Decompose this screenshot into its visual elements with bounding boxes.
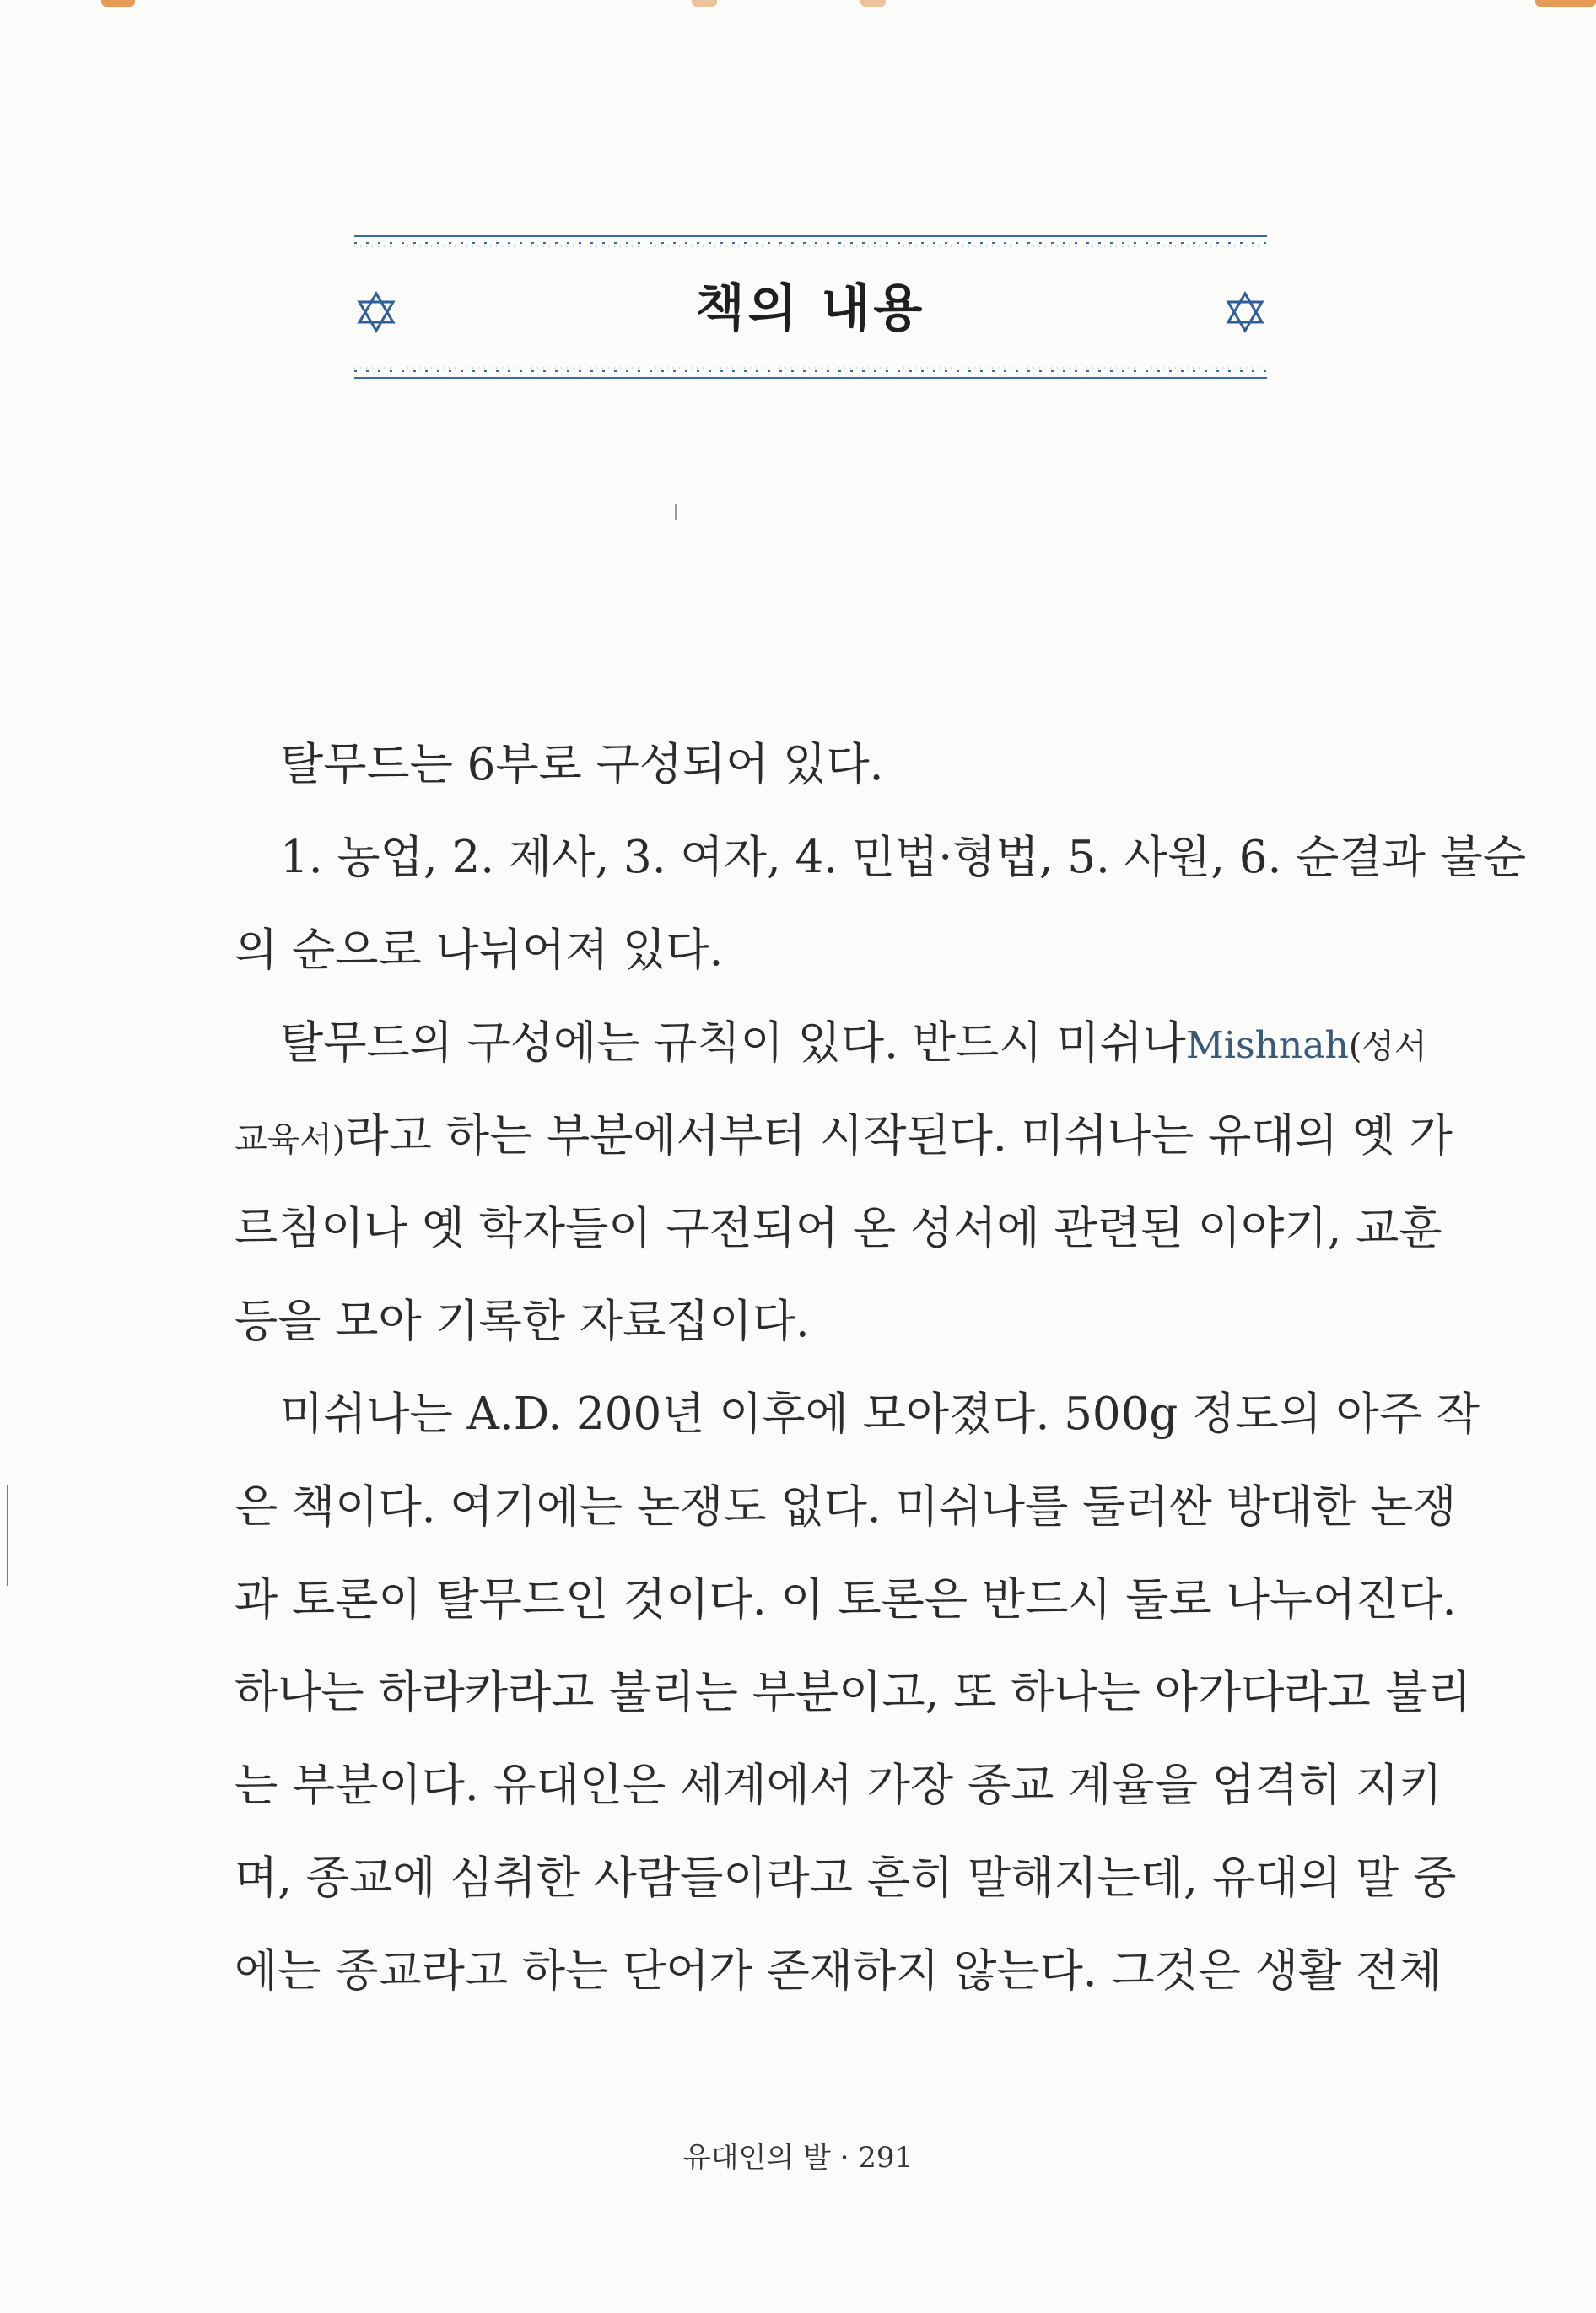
text-line: 과 토론이 탈무드인 것이다. 이 토론은 반드시 둘로 나누어진다. bbox=[235, 1574, 1457, 1626]
text-line: 에는 종교라고 하는 단어가 존재하지 않는다. 그것은 생활 전체 bbox=[235, 1945, 1442, 1997]
text-line bbox=[235, 997, 1427, 1090]
text-line: 등을 모아 기록한 자료집이다. bbox=[235, 1296, 810, 1347]
text-line: 하나는 하라카라고 불리는 부분이고, 또 하나는 아가다라고 불리 bbox=[235, 1667, 1471, 1718]
scan-artifact bbox=[7, 1485, 8, 1586]
text-line: 탈무드는 6부로 구성되어 있다. bbox=[280, 739, 884, 790]
body-text bbox=[235, 719, 1527, 2018]
text-segment: (성서 bbox=[1348, 1027, 1427, 1066]
chapter-title: 책의 내용 bbox=[695, 279, 926, 338]
text-line: 은 책이다. 여기에는 논쟁도 없다. 미쉬나를 둘러싼 방대한 논쟁 bbox=[235, 1481, 1457, 1533]
text-line: 는 부분이다. 유대인은 세계에서 가장 종교 계율을 엄격히 지키 bbox=[235, 1760, 1442, 1811]
text-line: 의 순으로 나뉘어져 있다. bbox=[235, 925, 724, 976]
scan-artifact bbox=[675, 504, 677, 520]
page-footer: 유대인의 발 · 291 bbox=[682, 2141, 914, 2175]
chapter-header bbox=[354, 235, 1267, 381]
text-line: 며, 종교에 심취한 사람들이라고 흔히 말해지는데, 유대의 말 중 bbox=[235, 1852, 1457, 1904]
bottom-dotted-rule bbox=[354, 366, 1267, 380]
text-segment: 교육서) bbox=[235, 1120, 346, 1159]
text-line: 1. 농업, 2. 제사, 3. 여자, 4. 민법·형법, 5. 사원, 6. 순결과 불순 bbox=[280, 832, 1527, 883]
star-of-david-icon bbox=[1223, 290, 1267, 334]
text-segment: 탈무드의 구성에는 규칙이 있다. 반드시 미쉬나 bbox=[280, 1017, 1186, 1069]
text-line bbox=[235, 1090, 1453, 1183]
text-line: 르침이나 옛 학자들이 구전되어 온 성서에 관련된 이야기, 교훈 bbox=[235, 1203, 1442, 1254]
page-edge-marks bbox=[0, 0, 1596, 12]
text-line: 미쉬나는 A.D. 200년 이후에 모아졌다. 500g 정도의 아주 작 bbox=[280, 1388, 1480, 1440]
top-dotted-rule bbox=[354, 235, 1267, 248]
text-segment: 라고 하는 부분에서부터 시작된다. 미쉬나는 유대의 옛 가 bbox=[345, 1110, 1453, 1162]
mishnah-term: Mishnah bbox=[1185, 1024, 1349, 1067]
